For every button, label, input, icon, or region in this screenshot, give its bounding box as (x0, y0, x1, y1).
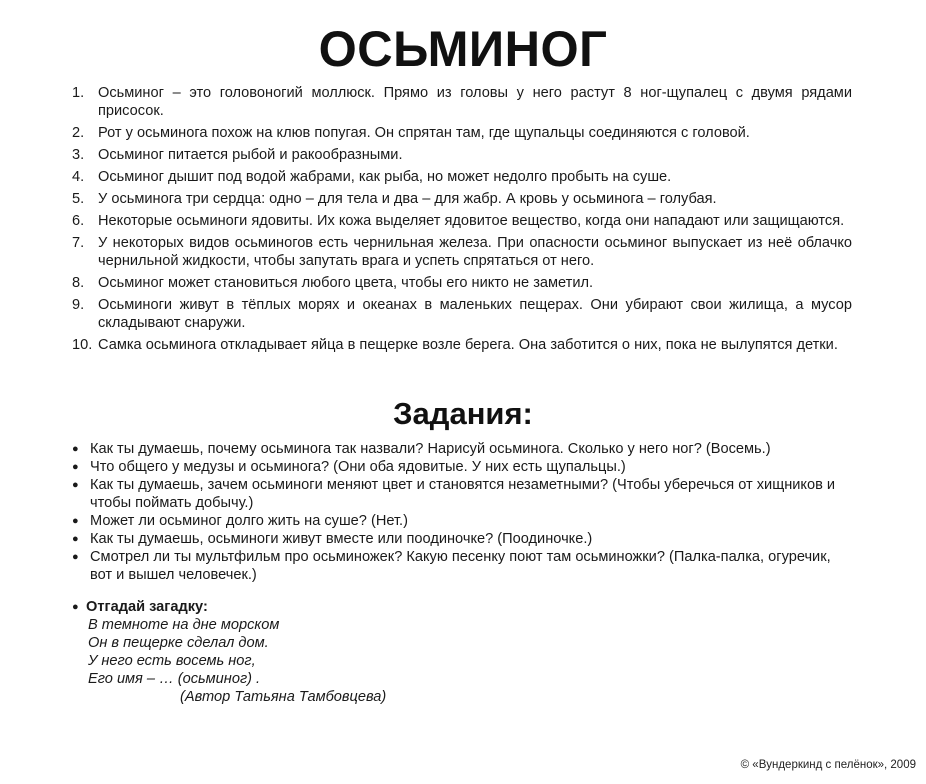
bullet-icon: ● (72, 551, 79, 563)
facts-list (72, 84, 852, 358)
bullet-icon: ● (72, 479, 79, 491)
fact-number: 5. (72, 191, 85, 207)
task-text: Как ты думаешь, осьминоги живут вместе или поодиночке? (Поодиночке.) (90, 531, 593, 547)
task-text: Смотрел ли ты мультфильм про осьминожек? Какую песенку поют там осьминожки? (Палка-палка, огуречик, вот и вышел человечек.) (90, 549, 831, 583)
task-item (72, 458, 854, 476)
fact-number: 3. (72, 147, 85, 163)
bullet-icon: ● (72, 515, 79, 527)
bullet-icon: ● (72, 461, 79, 473)
task-text: Может ли осьминог долго жить на суше? (Нет.) (90, 513, 408, 529)
bullet-icon: ● (72, 601, 79, 613)
riddle-line: Его имя – … (осьминог) . (88, 671, 261, 687)
bullet-icon: ● (72, 443, 79, 455)
tasks-list (72, 440, 854, 584)
fact-number: 10. (72, 337, 93, 353)
fact-item (72, 190, 852, 208)
fact-item (72, 84, 852, 120)
fact-text: У некоторых видов осьминогов есть чернильная железа. При опасности осьминог выпускает из неё облачко чернильной жидкости, чтобы запутать врага и успеть спрятаться от него. (98, 235, 852, 269)
fact-number: 9. (72, 297, 85, 313)
fact-text: У осьминога три сердца: одно – для тела и два – для жабр. А кровь у осьминога – голубая. (98, 191, 717, 207)
fact-number: 8. (72, 275, 85, 291)
task-text: Как ты думаешь, почему осьминога так назвали? Нарисуй осьминога. Сколько у него ног? (Восемь.) (90, 441, 771, 457)
task-item (72, 476, 854, 512)
fact-number: 1. (72, 85, 85, 101)
fact-text: Некоторые осьминоги ядовиты. Их кожа выделяет ядовитое вещество, когда они нападают или защищаются. (98, 213, 845, 229)
task-item (72, 530, 854, 548)
page-title: ОСЬМИНОГ (318, 21, 608, 77)
task-item (72, 440, 854, 458)
fact-text: Осьминог дышит под водой жабрами, как рыба, но может недолго пробыть на суше. (98, 169, 672, 185)
fact-text: Самка осьминога откладывает яйца в пещерке возле берега. Она заботится о них, пока не вылупятся детки. (98, 337, 838, 353)
riddle-line: Он в пещерке сделал дом. (88, 635, 269, 651)
tasks-title: Задания: (393, 396, 533, 431)
fact-item (72, 296, 852, 332)
fact-number: 7. (72, 235, 85, 251)
riddle-heading-text: Отгадай загадку: (86, 599, 208, 615)
task-text: Как ты думаешь, зачем осьминоги меняют цвет и становятся незаметными? (Чтобы уберечься от хищников и чтобы поймать добычу.) (90, 477, 836, 511)
fact-number: 4. (72, 169, 85, 185)
fact-text: Осьминог питается рыбой и ракообразными. (98, 147, 403, 163)
fact-item (72, 336, 852, 354)
riddle-block (72, 598, 572, 706)
fact-item (72, 274, 852, 292)
task-text: Что общего у медузы и осьминога? (Они оба ядовитые. У них есть щупальцы.) (90, 459, 626, 475)
fact-item (72, 168, 852, 186)
bullet-icon: ● (72, 533, 79, 545)
fact-text: Осьминог – это головоногий моллюск. Прямо из головы у него растут 8 ног-щупалец с двумя рядами присосок. (98, 85, 852, 119)
copyright-notice: © «Вундеркинд с пелёнок», 2009 (740, 759, 916, 771)
fact-text: Осьминог может становиться любого цвета, чтобы его никто не заметил. (98, 275, 594, 291)
fact-item (72, 234, 852, 270)
fact-item (72, 212, 852, 230)
fact-number: 6. (72, 213, 85, 229)
fact-number: 2. (72, 125, 85, 141)
riddle-author: (Автор Татьяна Тамбовцева) (180, 689, 387, 705)
fact-item (72, 146, 852, 164)
fact-text: Рот у осьминога похож на клюв попугая. Он спрятан там, где щупальцы соединяются с головой. (98, 125, 750, 141)
fact-item (72, 124, 852, 142)
riddle-heading (72, 598, 572, 616)
fact-text: Осьминоги живут в тёплых морях и океанах в маленьких пещерах. Они убирают свои жилища, а мусор складывают снаружи. (98, 297, 852, 331)
task-item (72, 512, 854, 530)
riddle-line: В темноте на дне морском (88, 617, 280, 633)
riddle-line: У него есть восемь ног, (88, 653, 256, 669)
task-item (72, 548, 854, 584)
